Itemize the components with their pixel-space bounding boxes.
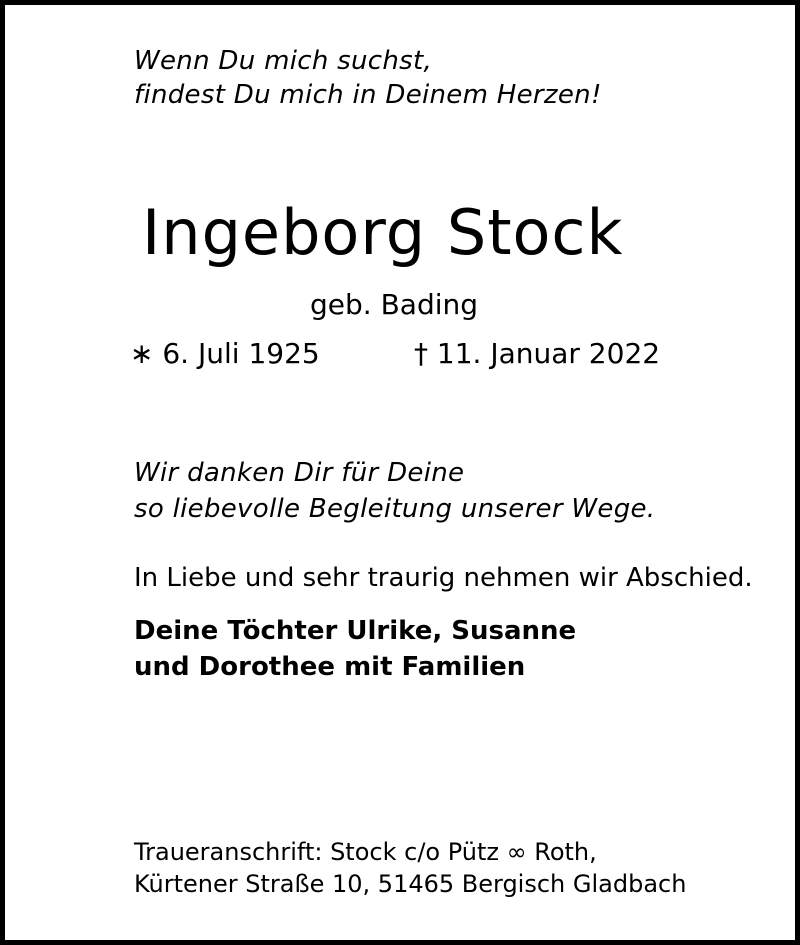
- death-date: † 11. Januar 2022: [414, 337, 661, 370]
- farewell-text: In Liebe und sehr traurig nehmen wir Abschied.: [134, 563, 753, 593]
- address-line-2: Kürtener Straße 10, 51465 Bergisch Gladbach: [134, 870, 687, 898]
- motto-line-1: Wenn Du mich suchst,: [134, 46, 433, 76]
- thanks-line-1: Wir danken Dir für Deine: [134, 458, 465, 488]
- deceased-name: Ingeborg Stock: [142, 196, 624, 269]
- address-line-1: Traueranschrift: Stock c/o Pütz ∞ Roth,: [134, 838, 597, 866]
- family-line-2: und Dorothee mit Familien: [134, 652, 526, 682]
- motto-line-2: findest Du mich in Deinem Herzen!: [134, 80, 602, 110]
- thanks-line-2: so liebevolle Begleitung unserer Wege.: [134, 494, 656, 524]
- birth-date: ∗ 6. Juli 1925: [130, 337, 320, 370]
- family-line-1: Deine Töchter Ulrike, Susanne: [134, 616, 577, 646]
- maiden-name: geb. Bading: [310, 288, 479, 321]
